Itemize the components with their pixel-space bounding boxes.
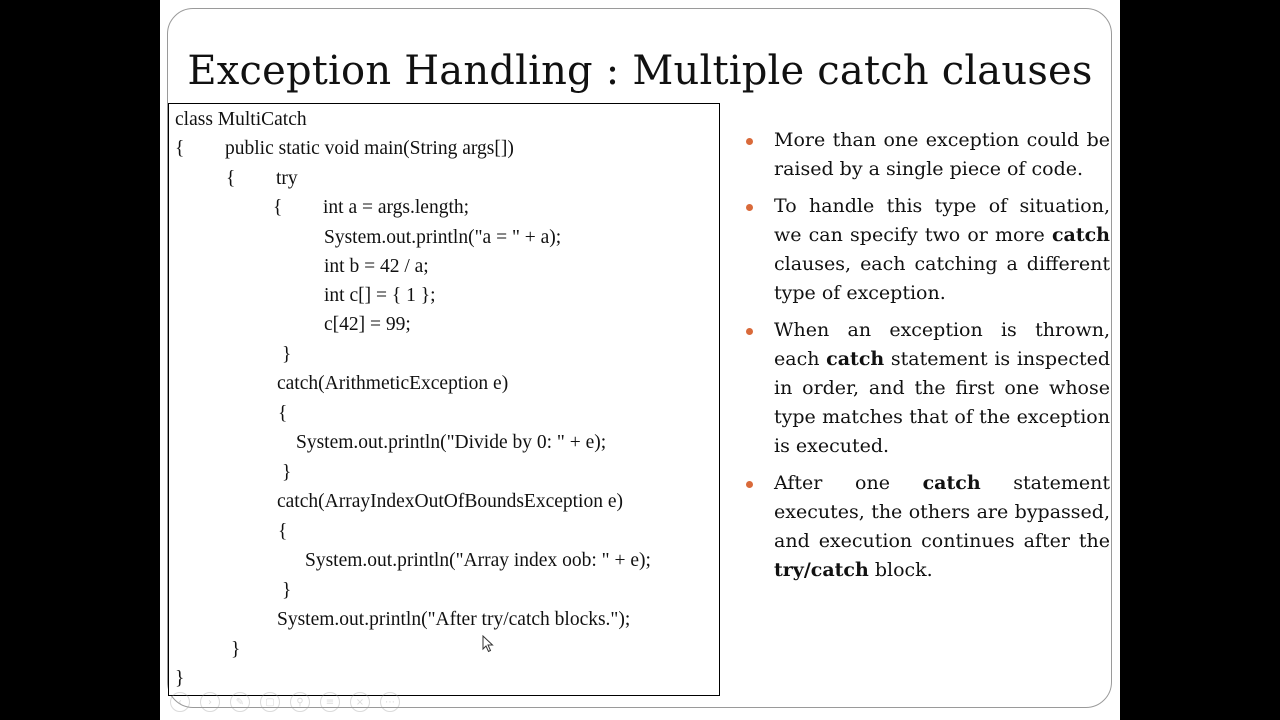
bullet-text: statement is inspected in order, and the first one whose type matches that of the exception is executed. — [774, 348, 1110, 457]
bullet-item — [746, 126, 1110, 184]
code-line: c[42] = 99; — [324, 314, 411, 335]
code-line: try — [276, 168, 298, 189]
code-line: } — [282, 580, 292, 601]
code-line: System.out.println("Array index oob: " + e); — [305, 550, 651, 571]
slide — [160, 0, 1120, 720]
bullet-item — [746, 192, 1110, 308]
bullet-dot-icon — [746, 328, 753, 335]
bullet-dot-icon — [746, 204, 753, 211]
mouse-cursor-icon — [482, 635, 494, 653]
code-line: catch(ArithmeticException e) — [277, 373, 509, 394]
pen-icon[interactable]: ✎ — [230, 692, 250, 712]
back-icon[interactable]: ‹ — [170, 692, 190, 712]
code-line: System.out.println("a = " + a); — [324, 227, 562, 248]
code-line: int c[] = { 1 }; — [324, 285, 436, 306]
bullet-list — [746, 126, 1110, 593]
code-line: { — [273, 197, 283, 218]
code-line: { — [278, 521, 288, 542]
keyword: catch — [826, 348, 885, 370]
code-box — [168, 103, 720, 696]
code-line: int a = args.length; — [323, 197, 470, 218]
bullet-item — [746, 469, 1110, 585]
keyword: catch — [922, 472, 981, 494]
code-line: { — [226, 168, 236, 189]
copy-icon[interactable]: ▢ — [260, 692, 280, 712]
bullet-text: clauses, each catching a different type of exception. — [774, 253, 1110, 304]
slide-title: Exception Handling : Multiple catch clauses — [187, 48, 1093, 94]
bullet-text: block. — [868, 559, 933, 581]
code-line: class MultiCatch — [175, 109, 307, 130]
code-line: } — [282, 462, 292, 483]
code-line: public static void main(String args[]) — [225, 138, 514, 159]
code-line: { — [175, 138, 185, 159]
menu-icon[interactable]: ≡ — [320, 692, 340, 712]
more-icon[interactable]: ⋯ — [380, 692, 400, 712]
bullet-text: After one — [774, 472, 923, 494]
code-line: } — [175, 668, 185, 689]
keyword: catch — [1051, 224, 1110, 246]
bullet-dot-icon — [746, 138, 753, 145]
code-line: } — [231, 639, 241, 660]
bullet-text: To handle this type of situation, we can specify two or more — [774, 195, 1110, 246]
bullet-text: statement executes, the others are bypassed, and execution continues after the — [774, 472, 1111, 552]
code-line: catch(ArrayIndexOutOfBoundsException e) — [277, 491, 624, 512]
bullet-item — [746, 316, 1110, 461]
slideshow-toolbar — [170, 692, 400, 714]
keyword: try/catch — [774, 559, 869, 581]
code-line: System.out.println("Divide by 0: " + e); — [296, 432, 607, 453]
bullet-text: More than one exception could be raised by a single piece of code. — [774, 129, 1110, 180]
bullet-text: When an exception is thrown, each — [774, 319, 1110, 370]
bullet-dot-icon — [746, 481, 753, 488]
code-line: System.out.println("After try/catch blocks."); — [277, 609, 631, 630]
forward-icon[interactable]: › — [200, 692, 220, 712]
code-line: } — [282, 344, 292, 365]
exit-icon[interactable]: × — [350, 692, 370, 712]
zoom-icon[interactable]: ⚲ — [290, 692, 310, 712]
code-line: int b = 42 / a; — [324, 256, 429, 277]
code-line: { — [278, 403, 288, 424]
